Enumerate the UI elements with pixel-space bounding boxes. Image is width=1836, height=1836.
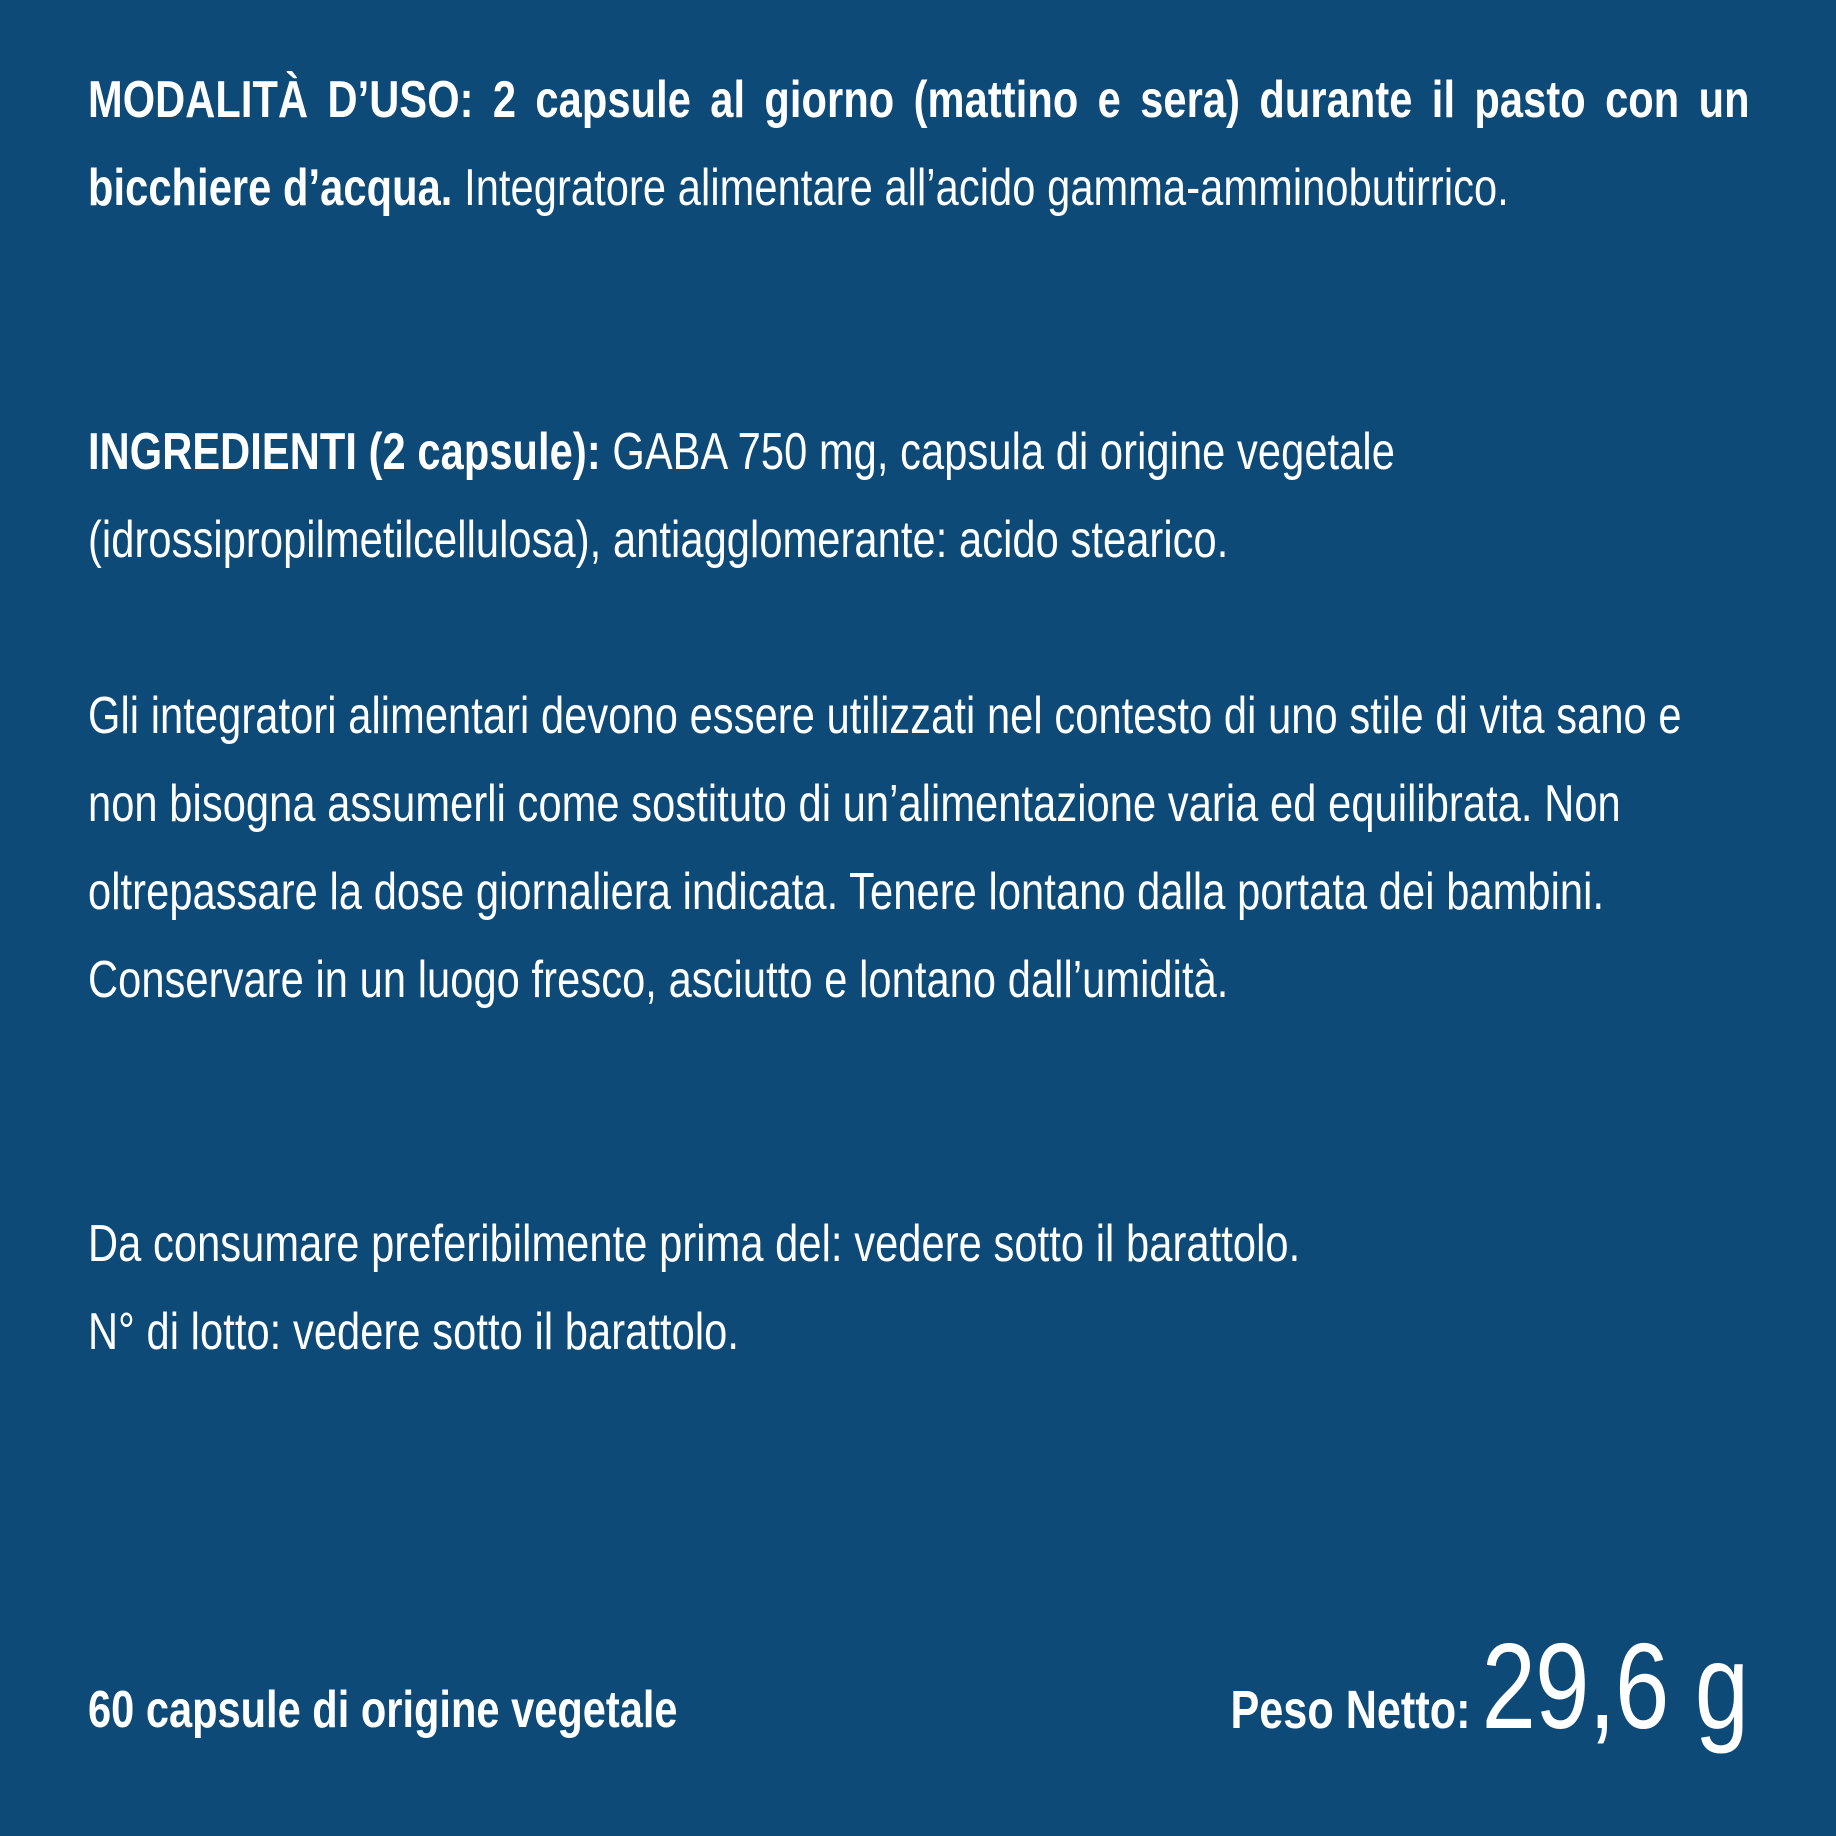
usage-heading: MODALITÀ D’USO: 2 capsule al giorno (mattino e sera) durante il pasto con un bicchiere d’acqua. bbox=[88, 71, 1750, 217]
best-before-line: Da consumare preferibilmente prima del: vedere sotto il barattolo. bbox=[88, 1215, 1301, 1273]
ingredients-heading: INGREDIENTI (2 capsule): bbox=[88, 423, 601, 481]
usage-section bbox=[88, 56, 1750, 232]
usage-body: Integratore alimentare all’acido gamma-amminobutirrico. bbox=[452, 159, 1509, 217]
net-weight-label: Peso Netto: bbox=[1230, 1680, 1471, 1740]
ingredients-section bbox=[88, 408, 1750, 584]
warning-section bbox=[88, 672, 1750, 1024]
lot-number-line: N° di lotto: vedere sotto il barattolo. bbox=[88, 1303, 740, 1361]
ingredients-body: GABA 750 mg, capsula di origine vegetale (idrossipropilmetilcellulosa), antiagglomerante: acido stearico. bbox=[88, 423, 1395, 569]
dates-section bbox=[88, 1200, 1750, 1376]
supplement-label-panel bbox=[88, 0, 1750, 1836]
ingredients-paragraph bbox=[88, 408, 1750, 584]
net-weight-group bbox=[1230, 1618, 1748, 1754]
warning-paragraph: Gli integratori alimentari devono essere utilizzati nel contesto di uno stile di vita sano e non bisogna assumerli come sostituto di un’alimentazione varia ed equilibrata. Non oltrepassare la dose giornaliera indicata. Tenere lontano dalla portata dei bambini. Conservare in un luogo fresco, asciutto e lontano dall’umidità. bbox=[88, 687, 1682, 1009]
capsule-count: 60 capsule di origine vegetale bbox=[88, 1681, 678, 1739]
label-footer bbox=[88, 1618, 1748, 1754]
usage-paragraph bbox=[88, 56, 1750, 232]
net-weight-value: 29,6 g bbox=[1481, 1618, 1748, 1754]
